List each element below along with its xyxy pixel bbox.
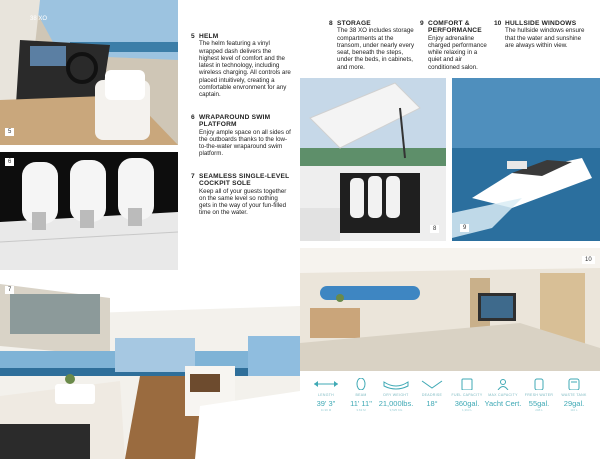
feature-title: SEAMLESS SINGLE-LEVEL COCKPIT SOLE	[199, 173, 290, 188]
spec-length	[306, 378, 346, 412]
feature-title: HELM	[199, 33, 219, 40]
waste-tank-icon	[554, 378, 594, 390]
fuel-icon	[447, 378, 487, 390]
feature-number: 7	[191, 173, 195, 180]
spec-deadrise	[412, 378, 452, 408]
spec-label: BEAM	[355, 393, 367, 397]
spec-value: 18°	[426, 399, 438, 408]
spec-fuel	[447, 378, 487, 412]
photo-label-cabin: 10	[582, 256, 595, 264]
feature-body: The helm featuring a vinyl wrapped dash delivers the highest level of comfort and the latest in technology, including wireless charging. All controls are placed intuitively, creating a comfortable envronment for any captain.	[199, 40, 291, 99]
spec-value: 29gal.	[563, 399, 585, 408]
spec-sub: 9,525 KG	[389, 408, 403, 412]
spec-label: LENGTH	[318, 393, 334, 397]
cabin-photo	[300, 248, 600, 371]
feature-comfort	[420, 20, 492, 71]
feature-cockpit	[191, 173, 291, 217]
feature-storage	[329, 20, 417, 71]
beam-icon	[341, 378, 381, 390]
spec-label: DEADRISE	[421, 393, 443, 397]
feature-body: Enjoy ample space on all sides of the outboards thanks to the low-to-the-water wraparound swim platform.	[199, 128, 291, 158]
salon-photo	[0, 276, 300, 459]
spec-sub: 1,363 L	[461, 408, 472, 412]
spec-label: FRESH WATER	[524, 393, 554, 397]
feature-number: 10	[494, 20, 502, 27]
feature-platform	[191, 114, 291, 158]
spec-value: 360gal.	[454, 399, 480, 408]
spec-max-capacity	[483, 378, 523, 408]
spec-label: MAX CAPACITY	[488, 393, 518, 397]
feature-windows	[494, 20, 590, 49]
feature-title: WRAPAROUND SWIM PLATFORM	[199, 114, 271, 129]
spec-label: DRY WEIGHT	[383, 393, 409, 397]
fresh-water-icon	[519, 378, 559, 390]
weight-icon	[376, 378, 416, 390]
spec-value: Yacht Cert.	[484, 399, 522, 408]
capacity-icon	[483, 378, 523, 390]
spec-sub: 110 L	[570, 408, 578, 412]
feature-number: 6	[191, 114, 195, 121]
spec-value: 39' 3"	[316, 399, 336, 408]
feature-helm	[191, 33, 291, 99]
feature-title: HULLSIDE WINDOWS	[505, 20, 577, 27]
photo-label-helm: 5	[5, 128, 14, 136]
feature-number: 9	[420, 20, 424, 27]
spec-sub: 208 L	[535, 408, 543, 412]
watermark-text: 38 XO	[30, 16, 48, 22]
helm-photo	[0, 0, 178, 145]
photo-label-salon: 7	[5, 286, 14, 294]
feature-body: The hullside windows ensure that the water and sunshine are always within view.	[505, 27, 585, 49]
feature-body: Enjoy adrenaline charged performance while relaxing in a quiet and air conditioned salon.	[428, 34, 487, 71]
spec-fresh-water	[519, 378, 559, 412]
spec-label: WASTE TANK	[561, 393, 587, 397]
storage-photo	[300, 78, 446, 241]
spec-sub: 3.63 M	[356, 408, 366, 412]
spec-value: 55gal.	[528, 399, 550, 408]
feature-title: STORAGE	[337, 20, 371, 27]
feature-number: 8	[329, 20, 333, 27]
spec-sub: 11.96 M	[320, 408, 332, 412]
feature-number: 5	[191, 33, 195, 40]
spec-waste-tank	[554, 378, 594, 412]
platform-photo	[0, 152, 178, 270]
deadrise-icon	[412, 378, 452, 390]
spec-beam	[341, 378, 381, 412]
feature-body: Keep all of your guests together on the same level so nothing gets in the way of your fun-filled time on the water.	[199, 187, 287, 217]
photo-label-platform: 6	[5, 158, 14, 166]
feature-title: COMFORT & PERFORMANCE	[428, 20, 482, 35]
photo-label-running: 9	[460, 224, 469, 232]
spec-dry-weight	[376, 378, 416, 412]
running-photo	[452, 78, 600, 241]
spec-value: 21,000lbs.	[378, 399, 414, 408]
length-icon	[306, 378, 346, 390]
photo-label-storage: 8	[430, 225, 439, 233]
spec-value: 11' 11"	[350, 399, 372, 408]
spec-label: FUEL CAPACITY	[451, 393, 483, 397]
feature-body: The 38 XO includes storage compartments at the transom, under nearly every seat, beneath the steps, under the beds, in cabinets, and more.	[337, 27, 415, 71]
